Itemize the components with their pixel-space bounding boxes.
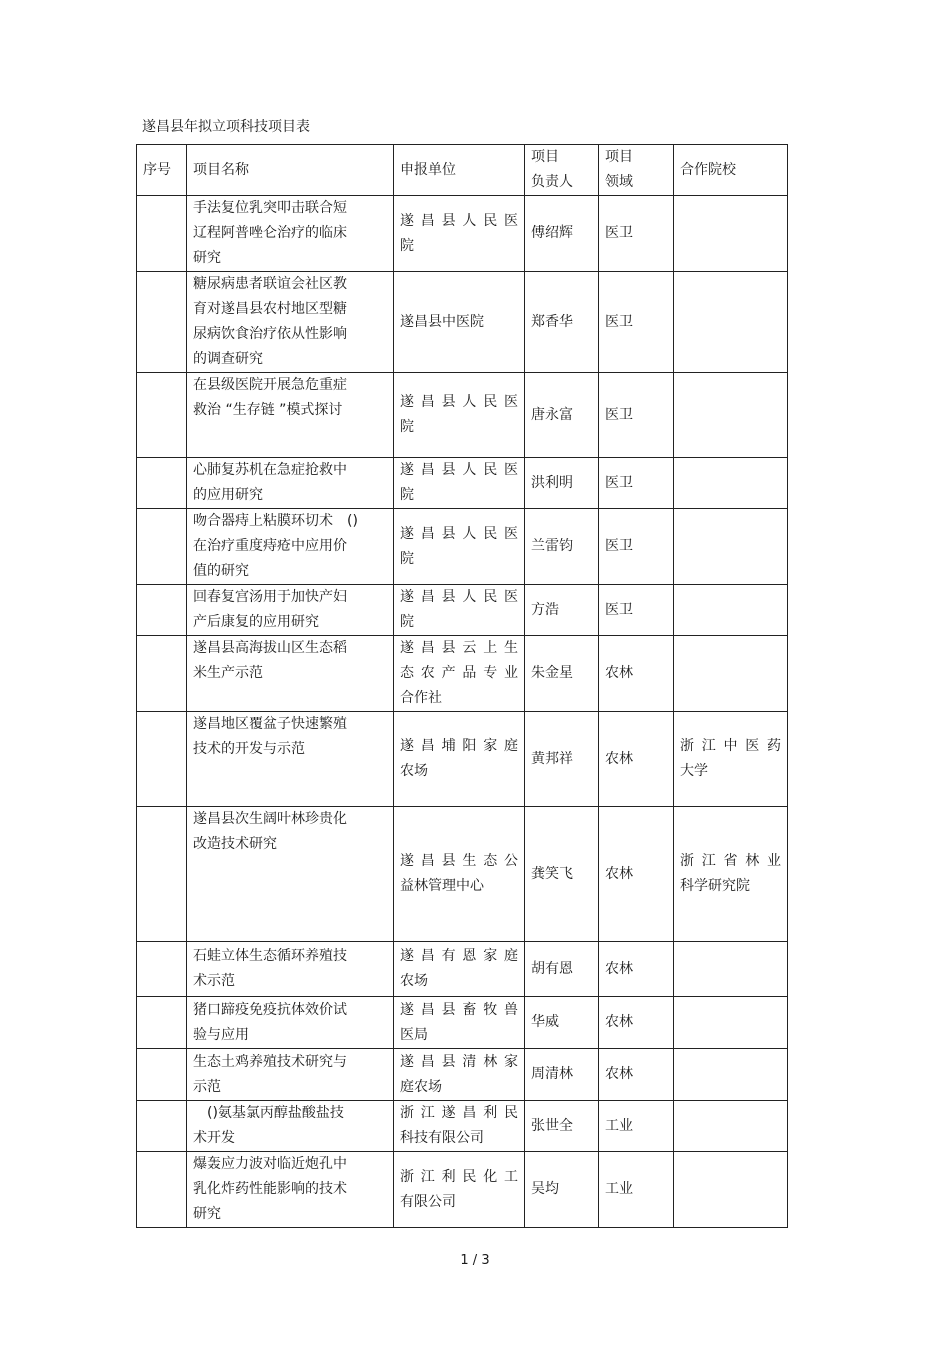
cell-partner: 浙江中医药 大学 xyxy=(674,712,788,807)
cell-seq xyxy=(137,1049,187,1101)
cell-unit: 浙江遂昌利民 科技有限公司 xyxy=(394,1101,525,1152)
header-partner: 合作院校 xyxy=(674,145,788,196)
cell-field: 农林 xyxy=(599,712,674,807)
table-header-row xyxy=(137,145,788,196)
cell-unit: 遂昌县云上生 态农产品专业 合作社 xyxy=(394,636,525,712)
table-row xyxy=(137,636,788,712)
cell-field: 农林 xyxy=(599,636,674,712)
cell-partner xyxy=(674,458,788,509)
table-row xyxy=(137,807,788,942)
header-leader: 项目 负责人 xyxy=(525,145,599,196)
cell-partner: 浙江省林业 科学研究院 xyxy=(674,807,788,942)
table-row xyxy=(137,712,788,807)
cell-name: 遂昌地区覆盆子快速繁殖 技术的开发与示范 xyxy=(187,712,394,807)
cell-field: 医卫 xyxy=(599,509,674,585)
cell-name: 在县级医院开展急危重症 救治 “生存链 ”模式探讨 xyxy=(187,373,394,458)
table-row xyxy=(137,272,788,373)
cell-leader: 龚笑飞 xyxy=(525,807,599,942)
cell-unit: 遂昌有恩家庭 农场 xyxy=(394,942,525,997)
cell-partner xyxy=(674,1152,788,1228)
table-row xyxy=(137,1049,788,1101)
cell-leader: 胡有恩 xyxy=(525,942,599,997)
cell-leader: 兰雷钧 xyxy=(525,509,599,585)
table-row xyxy=(137,1101,788,1152)
cell-name: 生态土鸡养殖技术研究与 示范 xyxy=(187,1049,394,1101)
cell-unit: 遂昌县人民医 院 xyxy=(394,373,525,458)
cell-partner xyxy=(674,585,788,636)
cell-field: 医卫 xyxy=(599,196,674,272)
cell-name: 手法复位乳突叩击联合短 辽程阿普唑仑治疗的临床 研究 xyxy=(187,196,394,272)
cell-name: 心肺复苏机在急症抢救中 的应用研究 xyxy=(187,458,394,509)
cell-unit: 遂昌县中医院 xyxy=(394,272,525,373)
cell-seq xyxy=(137,712,187,807)
cell-field: 医卫 xyxy=(599,272,674,373)
table-row xyxy=(137,1152,788,1228)
cell-name: 吻合器痔上粘膜环切术 () 在治疗重度痔疮中应用价 值的研究 xyxy=(187,509,394,585)
cell-leader: 洪利明 xyxy=(525,458,599,509)
cell-name: 石蛙立体生态循环养殖技 术示范 xyxy=(187,942,394,997)
header-unit: 申报单位 xyxy=(394,145,525,196)
table-row xyxy=(137,585,788,636)
cell-name: 遂昌县次生阔叶林珍贵化 改造技术研究 xyxy=(187,807,394,942)
cell-unit: 遂昌县生态公 益林管理中心 xyxy=(394,807,525,942)
cell-seq xyxy=(137,1101,187,1152)
cell-partner xyxy=(674,1049,788,1101)
table-row xyxy=(137,509,788,585)
cell-leader: 黄邦祥 xyxy=(525,712,599,807)
cell-leader: 傅绍辉 xyxy=(525,196,599,272)
table-row xyxy=(137,458,788,509)
cell-leader: 唐永富 xyxy=(525,373,599,458)
cell-field: 医卫 xyxy=(599,585,674,636)
cell-unit: 浙江利民化工 有限公司 xyxy=(394,1152,525,1228)
cell-field: 工业 xyxy=(599,1101,674,1152)
cell-seq xyxy=(137,373,187,458)
cell-name: 糖尿病患者联谊会社区教 育对遂昌县农村地区型糖 尿病饮食治疗依从性影响 的调查研究 xyxy=(187,272,394,373)
cell-seq xyxy=(137,196,187,272)
cell-field: 医卫 xyxy=(599,373,674,458)
cell-partner xyxy=(674,196,788,272)
cell-seq xyxy=(137,807,187,942)
cell-name: 遂昌县高海拔山区生态稻 米生产示范 xyxy=(187,636,394,712)
cell-seq xyxy=(137,636,187,712)
cell-leader: 华威 xyxy=(525,997,599,1049)
table-row xyxy=(137,373,788,458)
cell-field: 工业 xyxy=(599,1152,674,1228)
cell-leader: 朱金星 xyxy=(525,636,599,712)
cell-partner xyxy=(674,509,788,585)
table-row xyxy=(137,942,788,997)
header-seq: 序号 xyxy=(137,145,187,196)
cell-partner xyxy=(674,1101,788,1152)
page-title: 遂昌县年拟立项科技项目表 xyxy=(142,119,310,135)
cell-field: 农林 xyxy=(599,997,674,1049)
cell-unit: 遂昌县人民医 院 xyxy=(394,196,525,272)
cell-seq xyxy=(137,458,187,509)
cell-unit: 遂昌县人民医 院 xyxy=(394,458,525,509)
cell-leader: 吴均 xyxy=(525,1152,599,1228)
cell-seq xyxy=(137,997,187,1049)
table-row xyxy=(137,196,788,272)
header-field: 项目 领域 xyxy=(599,145,674,196)
cell-unit: 遂昌县人民医 院 xyxy=(394,585,525,636)
cell-unit: 遂昌埔阳家庭 农场 xyxy=(394,712,525,807)
cell-seq xyxy=(137,509,187,585)
cell-seq xyxy=(137,272,187,373)
cell-field: 农林 xyxy=(599,1049,674,1101)
header-name: 项目名称 xyxy=(187,145,394,196)
cell-seq xyxy=(137,1152,187,1228)
cell-seq xyxy=(137,942,187,997)
cell-field: 医卫 xyxy=(599,458,674,509)
cell-name: 回春复宫汤用于加快产妇 产后康复的应用研究 xyxy=(187,585,394,636)
cell-partner xyxy=(674,272,788,373)
cell-unit: 遂昌县清林家 庭农场 xyxy=(394,1049,525,1101)
project-table xyxy=(136,144,788,1228)
cell-leader: 郑香华 xyxy=(525,272,599,373)
cell-partner xyxy=(674,373,788,458)
table-row xyxy=(137,997,788,1049)
cell-unit: 遂昌县畜牧兽 医局 xyxy=(394,997,525,1049)
cell-partner xyxy=(674,636,788,712)
cell-leader: 张世全 xyxy=(525,1101,599,1152)
page-number: 1 / 3 xyxy=(460,1253,490,1268)
cell-partner xyxy=(674,997,788,1049)
cell-unit: 遂昌县人民医 院 xyxy=(394,509,525,585)
cell-leader: 方浩 xyxy=(525,585,599,636)
cell-leader: 周清林 xyxy=(525,1049,599,1101)
cell-seq xyxy=(137,585,187,636)
cell-name: 爆轰应力波对临近炮孔中 乳化炸药性能影响的技术 研究 xyxy=(187,1152,394,1228)
cell-name: ()氨基氯丙醇盐酸盐技 术开发 xyxy=(187,1101,394,1152)
cell-field: 农林 xyxy=(599,942,674,997)
cell-field: 农林 xyxy=(599,807,674,942)
cell-name: 猪口蹄疫免疫抗体效价试 验与应用 xyxy=(187,997,394,1049)
cell-partner xyxy=(674,942,788,997)
